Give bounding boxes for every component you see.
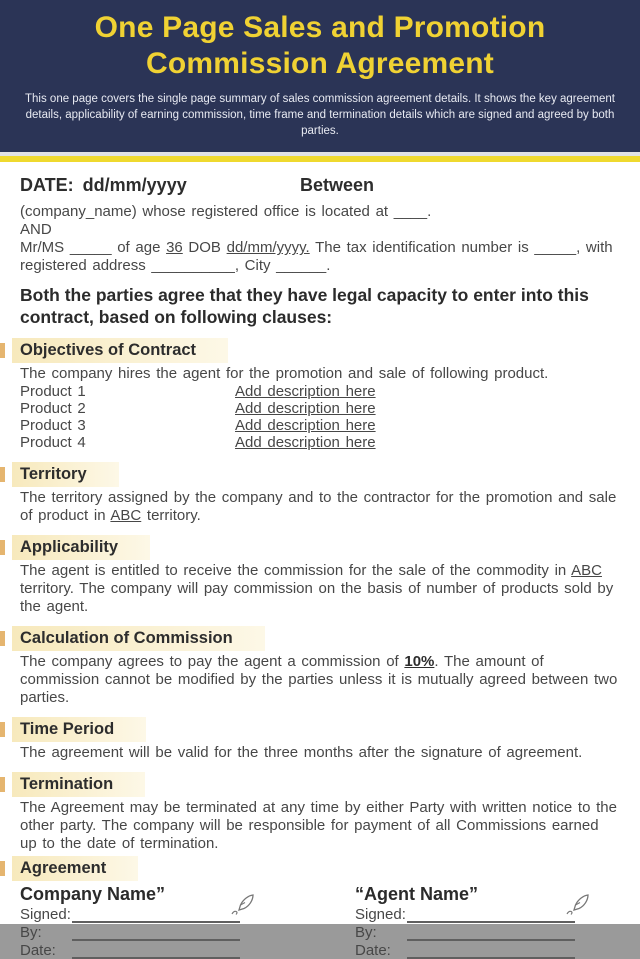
pen-nib-icon [565, 893, 591, 921]
section-title-territory: Territory [12, 462, 119, 487]
product-row [20, 401, 620, 418]
agent-by-row [355, 924, 575, 941]
date-label: Date: [20, 941, 56, 959]
section-territory [20, 462, 620, 525]
company-name-heading: Company Name” [20, 883, 166, 904]
company-signature-column [20, 884, 240, 959]
section-title-termination: Termination [12, 772, 145, 797]
product-description-placeholder[interactable]: Add description here [235, 416, 376, 434]
legal-capacity-statement: Both the parties agree that they have legal capacity to enter into this contract, based on following clauses: [20, 285, 589, 327]
section-title-objectives: Objectives of Contract [12, 338, 228, 363]
product-description-placeholder[interactable]: Add description here [235, 399, 376, 417]
section-title-commission: Calculation of Commission [12, 626, 265, 651]
company-line: (company_name) whose registered office is located at ____. [20, 203, 432, 221]
product-description-placeholder[interactable]: Add description here [235, 382, 376, 400]
company-date-line[interactable] [72, 947, 240, 959]
section-tick-icon [0, 631, 5, 646]
territory-value[interactable]: ABC [110, 506, 142, 524]
section-tick-icon [0, 467, 5, 482]
product-name: Product 4 [20, 433, 86, 451]
section-tick-icon [0, 861, 5, 876]
section-tick-icon [0, 343, 5, 358]
page-subtitle: This one page covers the single page summary of sales commission agreement details. It shows the key agreement details, applicability of earning commission, time frame and termination details which are signed and agreed by both parties. [25, 93, 615, 138]
agent-line: Mr/MS _____ of age 36 DOB dd/mm/yyyy. The tax identification number is _____, with registered address __________, City ______. [20, 239, 613, 275]
company-by-row [20, 924, 240, 941]
agent-by-line[interactable] [407, 929, 575, 941]
product-description-placeholder[interactable]: Add description here [235, 433, 376, 451]
company-signed-line[interactable] [72, 911, 240, 923]
signed-label: Signed: [20, 905, 71, 923]
section-agreement [20, 856, 620, 881]
signed-label: Signed: [355, 905, 406, 923]
product-name: Product 3 [20, 416, 86, 434]
commission-rate-value[interactable]: 10% [404, 652, 435, 670]
section-title-applicability: Applicability [12, 535, 150, 560]
date-value[interactable]: dd/mm/yyyy [82, 175, 187, 196]
date-label: DATE: [20, 175, 74, 196]
page-title: One Page Sales and Promotion Commission Agreement [94, 11, 546, 80]
termination-body: The Agreement may be terminated at any time by either Party with written notice to the other party. The company will be responsible for payment of all Commissions earned up to the date of termination. [20, 798, 617, 852]
agent-signature-column [355, 884, 575, 959]
section-time-period [20, 717, 620, 762]
agent-signed-row [355, 906, 575, 923]
product-name: Product 2 [20, 399, 86, 417]
and-label: AND [20, 221, 52, 239]
date-label: Date: [355, 941, 391, 959]
divider-yellow [0, 156, 640, 162]
date-between-row [20, 175, 620, 196]
product-row [20, 418, 620, 435]
section-tick-icon [0, 777, 5, 792]
date-field [20, 175, 300, 196]
pen-nib-icon [230, 893, 256, 921]
company-date-row [20, 942, 240, 959]
product-row [20, 435, 620, 452]
by-label: By: [355, 923, 377, 941]
section-commission [20, 626, 620, 707]
agent-date-row [355, 942, 575, 959]
section-title-time-period: Time Period [12, 717, 146, 742]
applicability-territory-value[interactable]: ABC [571, 561, 602, 579]
product-row [20, 384, 620, 401]
company-signed-row [20, 906, 240, 923]
section-objectives [20, 338, 620, 452]
dob-value[interactable]: dd/mm/yyyy. [226, 239, 310, 257]
time-period-body: The agreement will be valid for the three months after the signature of agreement. [20, 743, 583, 761]
by-label: By: [20, 923, 42, 941]
section-applicability [20, 535, 620, 616]
company-by-line[interactable] [72, 929, 240, 941]
commission-body: The company agrees to pay the agent a commission of 10%. The amount of commission cannot be modified by the parties unless it is mutually agreed between two parties. [20, 652, 618, 706]
agent-signed-line[interactable] [407, 911, 575, 923]
agent-name-heading: “Agent Name” [355, 883, 479, 904]
section-tick-icon [0, 540, 5, 555]
between-label: Between [300, 175, 375, 196]
objectives-intro: The company hires the agent for the promotion and sale of following product. [20, 364, 549, 382]
products-list [20, 384, 620, 452]
agent-date-line[interactable] [407, 947, 575, 959]
section-tick-icon [0, 722, 5, 737]
section-termination [20, 772, 620, 853]
document-body [0, 175, 640, 958]
section-title-agreement: Agreement [12, 856, 138, 881]
parties-paragraph [20, 203, 620, 275]
age-value[interactable]: 36 [166, 239, 183, 257]
product-name: Product 1 [20, 382, 86, 400]
document-header [0, 0, 640, 152]
signature-block [20, 884, 620, 959]
territory-body: The territory assigned by the company and to the contractor for the promotion and sale of product in ABC territory. [20, 488, 617, 524]
applicability-body: The agent is entitled to receive the commission for the sale of the commodity in ABC territory. The company will pay commission on the basis of number of products sold by the agent. [20, 561, 614, 615]
